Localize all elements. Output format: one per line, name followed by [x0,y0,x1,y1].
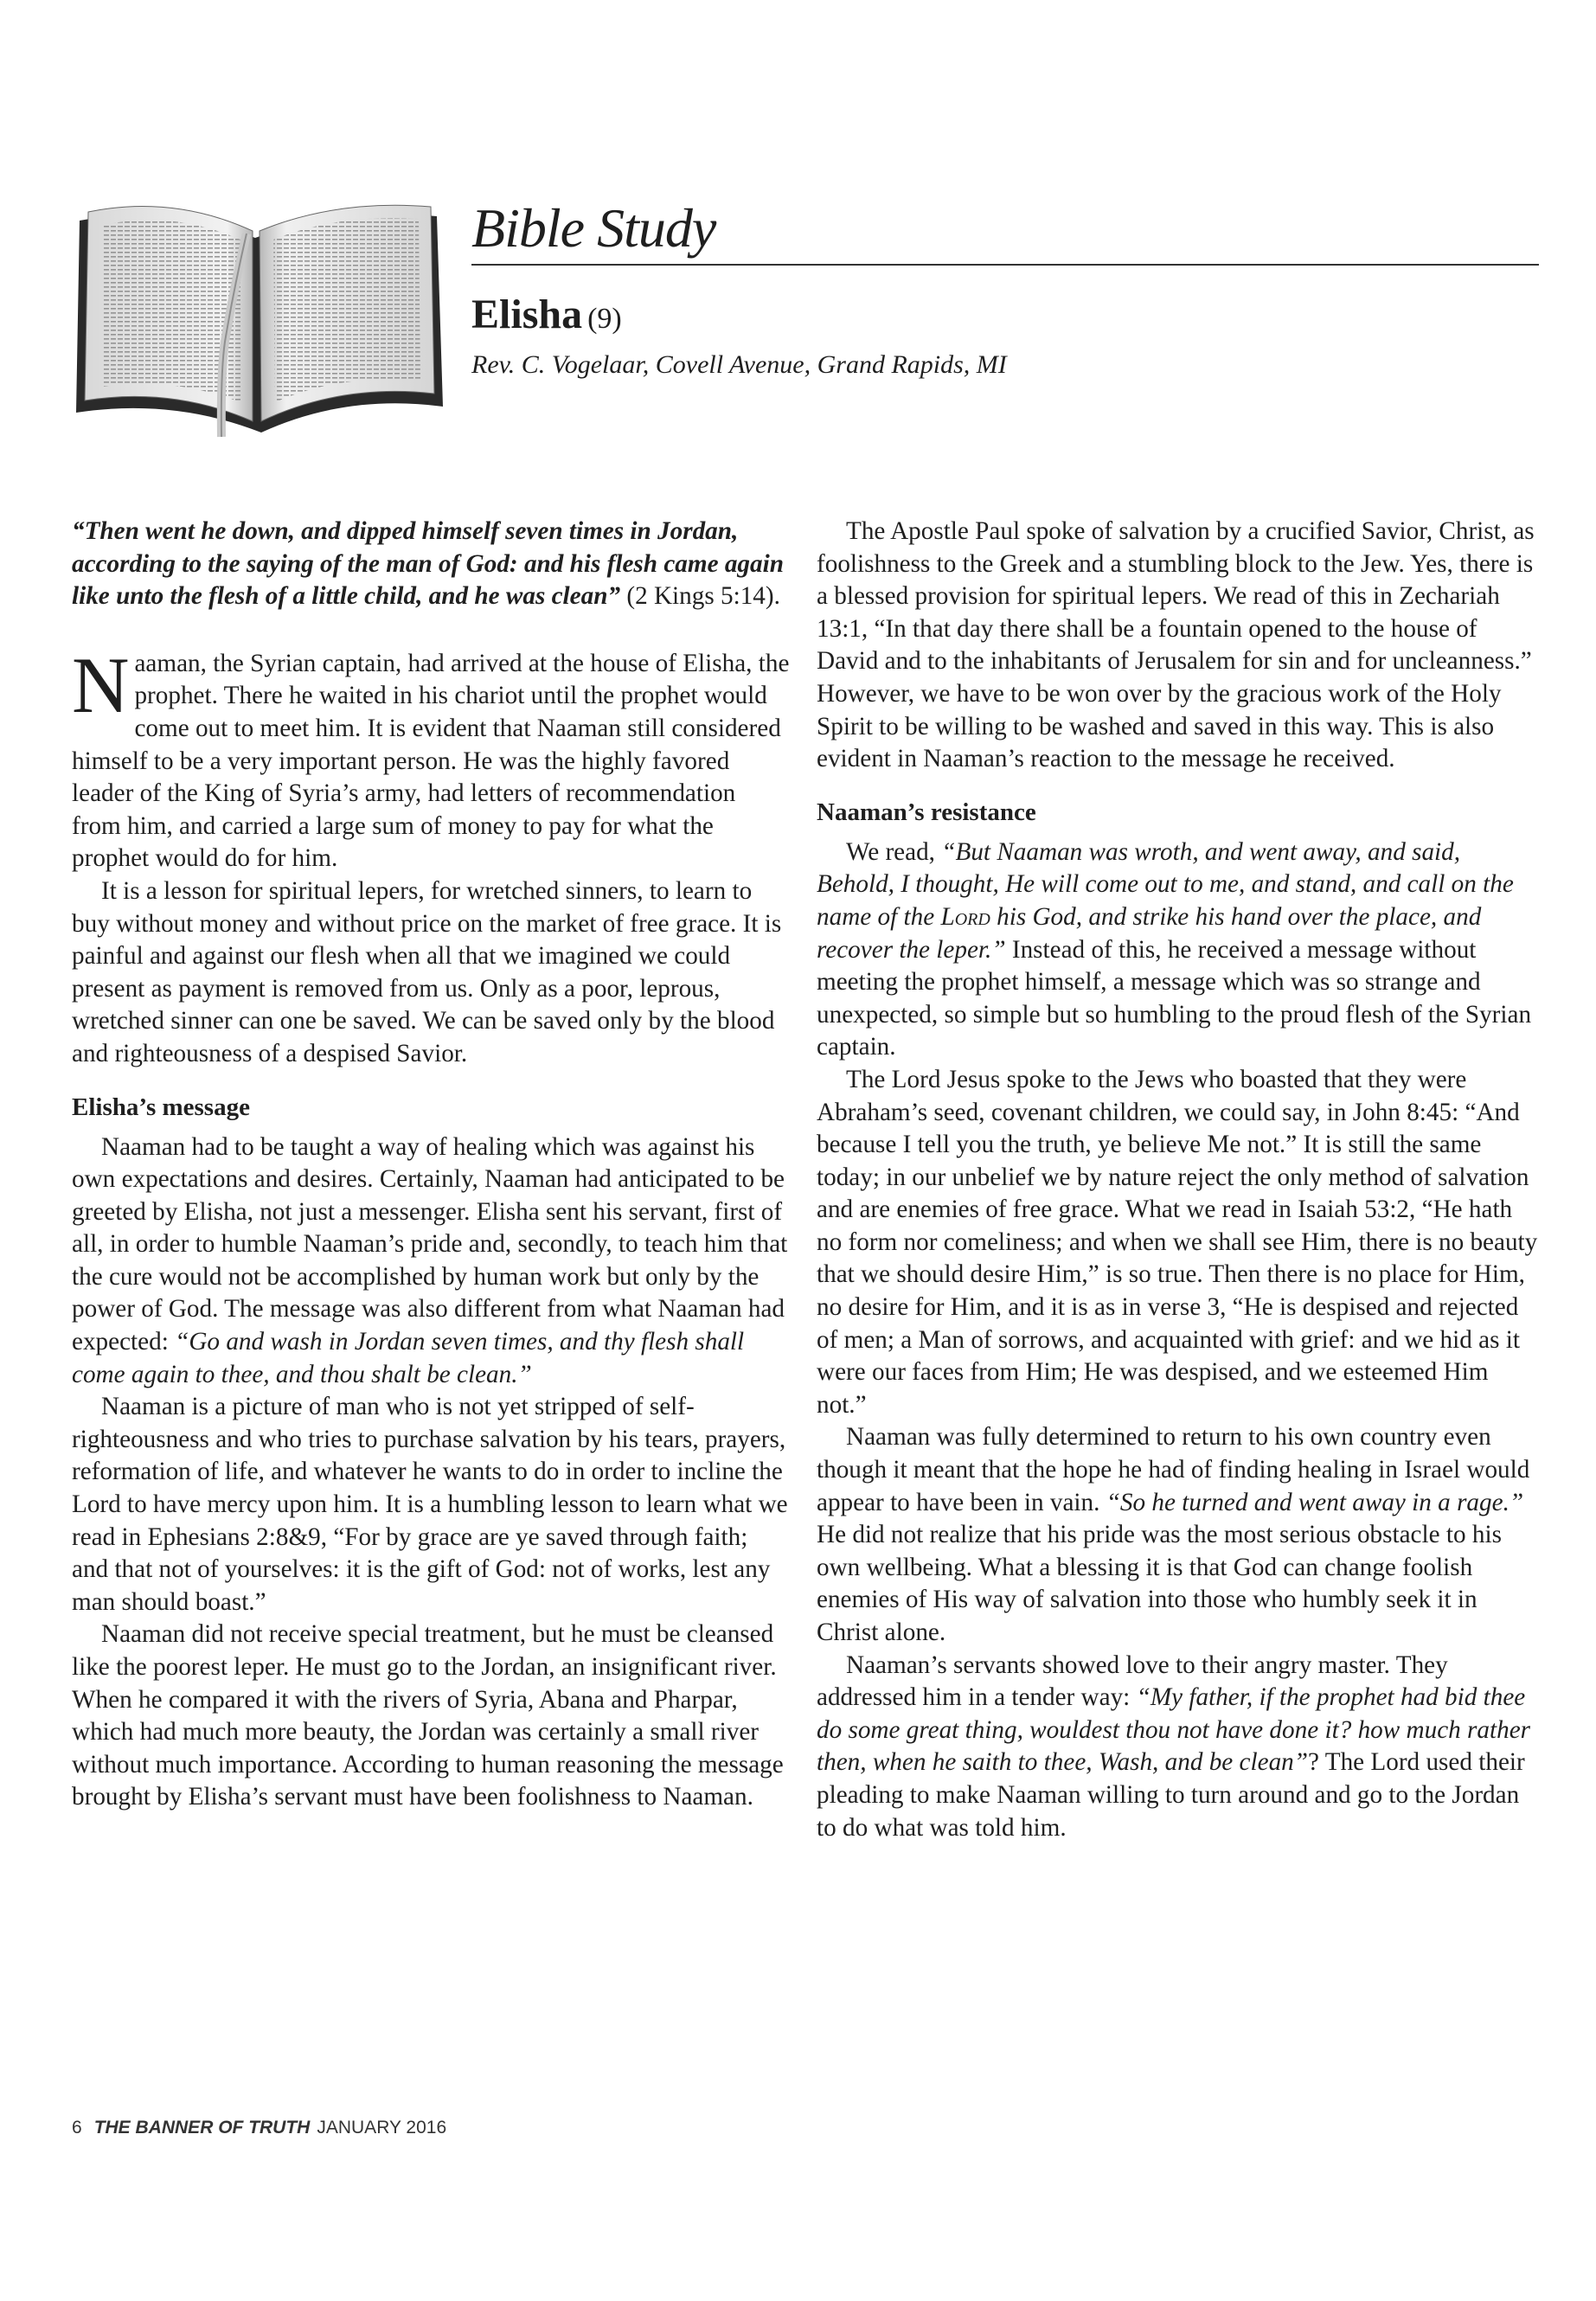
subheading: Naaman’s resistance [817,798,1036,826]
title-rule [471,264,1539,266]
section-title: Bible Study [471,197,716,259]
paragraph-text: We read, [846,837,935,866]
paragraph [72,640,790,875]
epigraph-quote: “Then went he down, and dipped himself seven times in Jordan, according to the saying of the man of God: and his flesh came again like unto the flesh of a little child, and he was clean” [72,517,784,611]
paragraph-text: Naaman had to be taught a way of healing which was against his own expectations and desires. Certainly, Naaman had anticipated to be greeted by Elisha, not just a messenger. Elisha sent his servant, first of all, in order to humble Naaman’s pride and, secondly, to teach him that the cure would not be accomplished by human work but only by the power of God. The message was also different from what Naaman had expected: [72,1132,788,1356]
small-caps-lord: Lord [940,902,990,931]
paragraph: The Lord Jesus spoke to the Jews who boasted that they were Abraham’s seed, covenant children, we could say, in John 8:45: “And because I tell you the truth, ye believe Me not.” It is still the same today; in our unbelief we by nature reject the only method of salvation and are enemies of free grace. What we read in Isaiah 53:2, “He hath no form nor comeliness; and when we shall see Him, there is no beauty that we should desire Him,” is so true. Then there is no place for Him, no desire for Him, and it is as in verse 3, “He is despised and rejected of men; a Man of sorrows, and acquainted with grief: and we hid as it were our faces from Him; He was despised, and we esteemed Him not.” [817,1065,1538,1419]
paragraph: Naaman was fully determined to return to his own country even though it meant that the hope he had of finding healing in Israel would appear to have been in vain. “So he turned and went away in a rage.” He did not realize that his pride was the most serious obstacle to his own wellbeing. What a blessing it is that God can change foolish enemies of His way of salvation into those who humbly seek it in Christ alone. [817,1423,1530,1646]
paragraph [72,1131,790,1392]
subheading: Elisha’s message [72,1093,250,1121]
article-title [471,294,622,336]
scripture-quote: “But Naaman was wroth, and went away, and said, Behold, I thought, He will come out to me, and stand, and call on the name of the Lord his God, and strike his hand over the place, and recover the leper.” [817,837,1514,964]
paragraph-text: aaman, the Syrian captain, had arrived at the house of Elisha, the prophet. There he waited in his chariot until the prophet would come out to meet him. It is evident that Naaman still considered himself to be a very important person. He was the highly favored leader of the King of Syria’s army, had letters of recommendation from him, and carried a large sum of money to pay for what the prophet would do for him. [72,649,790,873]
page-number: 6 [72,2118,82,2138]
publication-name: THE BANNER OF TRUTH [93,2118,311,2138]
left-column [72,516,790,1814]
paragraph: The Apostle Paul spoke of salvation by a crucified Savior, Christ, as foolishness to the Greek and a stumbling block to the Jew. Yes, there is a blessed provision for spiritual lepers. We read of this in Zechariah 13:1, “In that day there shall be a fountain opened to the house of David and to the inhabitants of Jerusalem for sin and for uncleanness.” However, we have to be won over by the gracious work of the Holy Spirit to be willing to be washed and saved in this way. This is also evident in Naaman’s reaction to the message he received. [817,517,1535,773]
paragraph: Naaman did not receive special treatment, but he must be cleansed like the poorest leper. He must go to the Jordan, an insignificant river. When he compared it with the rivers of Syria, Abana and Pharpar, which had much more beauty, the Jordan was certainly a small river without much importance. According to human reasoning the message brought by Elisha’s servant must have been foolishness to Naaman. [72,1620,784,1811]
page-footer [72,2118,446,2138]
article-name: Elisha [471,292,583,337]
byline: Rev. C. Vogelaar, Covell Avenue, Grand Rapids, MI [471,350,1007,379]
scripture-quote: “My father, if the prophet had bid thee do some great thing, wouldest thou not have done it? how much rather then, when he saith to thee, Wash, and be clean” [817,1683,1531,1777]
paragraph: Naaman is a picture of man who is not yet stripped of self-righteousness and who tries to purchase salvation by his tears, prayers, reformation of life, and whatever he wants to do in order to incline the Lord to have mercy upon him. It is a humbling lesson to learn what we read in Ephesians 2:8&9, “For by grace are ye saved through faith; and that not of yourselves: it is the gift of God: not of works, lest any man should boast.” [72,1393,788,1616]
scripture-quote: “So he turned and went away in a rage.” [1106,1488,1524,1516]
issue-date: JANUARY 2016 [317,2118,447,2138]
paragraph-text: Instead of this, he received a message without meeting the prophet himself, a message which was so strange and unexpected, so simple but so humbling to the proud flesh of the Syrian captain. [817,935,1532,1061]
article-part: (9) [587,303,622,335]
drop-cap: N [72,640,130,729]
epigraph-reference: (2 Kings 5:14). [626,582,780,611]
paragraph [817,836,1539,1064]
scripture-quote: “Go and wash in Jordan seven times, and thy flesh shall come again to thee, and thou shalt be clean.” [72,1328,745,1388]
right-column [817,516,1539,1844]
paragraph: Naaman’s servants showed love to their angry master. They addressed him in a tender way: “My father, if the prophet had bid thee do some great thing, wouldest thou not have done it? how much rather then, when he saith to thee, Wash, and be clean”? The Lord used their pleading to make Naaman willing to turn around and go to the Jordan to do what was told him. [817,1650,1531,1842]
open-bible-icon [69,186,450,445]
epigraph [72,516,790,613]
paragraph: It is a lesson for spiritual lepers, for wretched sinners, to learn to buy without money and without price on the market of free grace. It is painful and against our flesh when all that we imagined we could present as payment is removed from us. Only as a poor, leprous, wretched sinner can one be saved. We can be saved only by the blood and righteousness of a despised Savior. [72,876,782,1067]
